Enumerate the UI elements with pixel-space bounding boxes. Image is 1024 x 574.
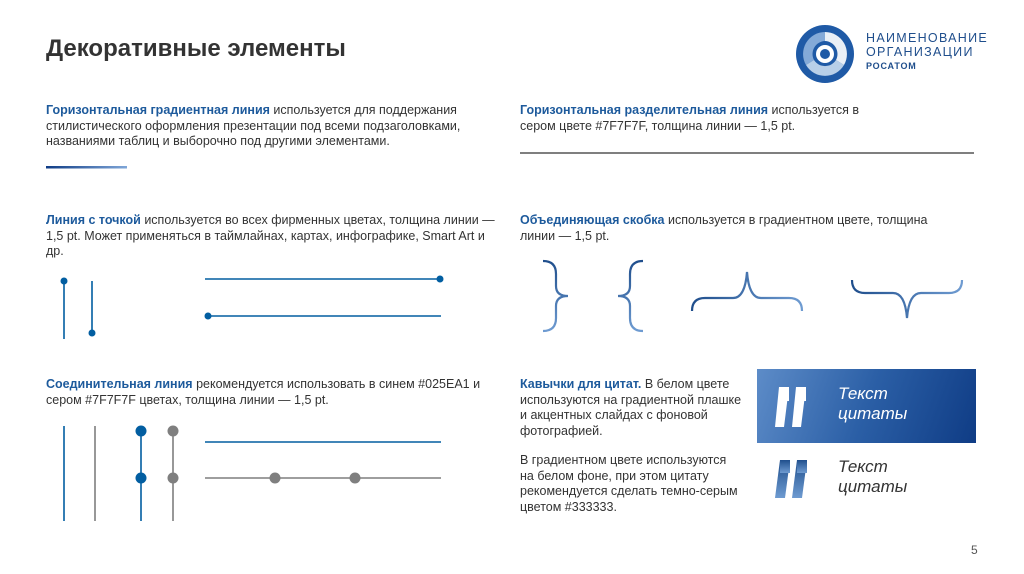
connector-text: рекомендуется использовать в синем #025EA1 и сером #7F7F7F цветах, толщина линии — 1,5 pt. <box>46 377 481 407</box>
quotes-text: В белом цвете используются на градиентной плашке и акцентных слайдах с фоновой фотографией. <box>520 377 742 438</box>
quote-gradient-box <box>757 369 976 443</box>
org-line-1: НАИМЕНОВАНИЕ <box>866 31 989 45</box>
vertical-dot-line-2-dot <box>89 330 96 337</box>
connector-horizontal-node-1 <box>270 473 281 484</box>
dot-line-term: Линия с точкой <box>46 213 141 227</box>
connector-blue-node-2 <box>136 473 147 484</box>
gradient-line-term: Горизонтальная градиентная линия <box>46 103 270 117</box>
white-quote-text <box>838 384 907 424</box>
horizontal-dot-line-1-dot <box>437 276 444 283</box>
connector-gray-node-1 <box>168 426 179 437</box>
quotes-term: Кавычки для цитат. <box>520 377 642 391</box>
bracket-down-icon <box>852 280 962 318</box>
bracket-text: используется в градиентном цвете, толщина линии — 1,5 pt. <box>520 213 928 243</box>
gradient-quote-line-1: Текст <box>838 457 888 476</box>
separator-line-text: используется в сером цвете #7F7F7F, толщина линии — 1,5 pt. <box>520 103 859 133</box>
horizontal-dot-line-2-dot <box>205 313 212 320</box>
page-title: Декоративные элементы <box>46 35 346 62</box>
page-number: 5 <box>971 543 978 557</box>
white-quote-line-2: цитаты <box>838 404 908 423</box>
bracket-up-icon <box>692 272 802 311</box>
gradient-quote-icon <box>775 460 807 498</box>
gradient-line-text: используется для поддержания стилистического оформления презентации под всеми подзаголовками, названиями таблиц и выборочно под другими элементами. <box>46 103 461 148</box>
vertical-dot-line-1-dot <box>61 278 68 285</box>
quotes-description-2: В градиентном цвете используются на белом фоне, при этом цитату рекомендуется сделать темно-серым цветом #333333. <box>520 453 738 514</box>
gradient-horizontal-line <box>46 166 127 169</box>
gradient-quote-text <box>838 457 907 497</box>
gray-separator-line <box>520 152 974 154</box>
org-line-3: РОСАТОМ <box>866 61 917 71</box>
bracket-term: Объединяющая скобка <box>520 213 665 227</box>
white-quote-icon <box>775 385 815 433</box>
dot-line-text: используется во всех фирменных цветах, толщина линии — 1,5 pt. Может применяться в таймлайнах, картах, инфографике, Smart Art и др. <box>46 213 495 258</box>
white-quote-line-1: Текст <box>838 384 888 403</box>
connector-blue-node-1 <box>136 426 147 437</box>
bracket-open-icon <box>618 261 643 331</box>
org-line-2: ОРГАНИЗАЦИИ <box>866 45 974 59</box>
connector-horizontal-node-2 <box>350 473 361 484</box>
connector-term: Соединительная линия <box>46 377 193 391</box>
separator-line-term: Горизонтальная разделительная линия <box>520 103 769 117</box>
gradient-quote-line-2: цитаты <box>838 477 908 496</box>
bracket-close-icon <box>543 261 568 331</box>
connector-gray-node-2 <box>168 473 179 484</box>
